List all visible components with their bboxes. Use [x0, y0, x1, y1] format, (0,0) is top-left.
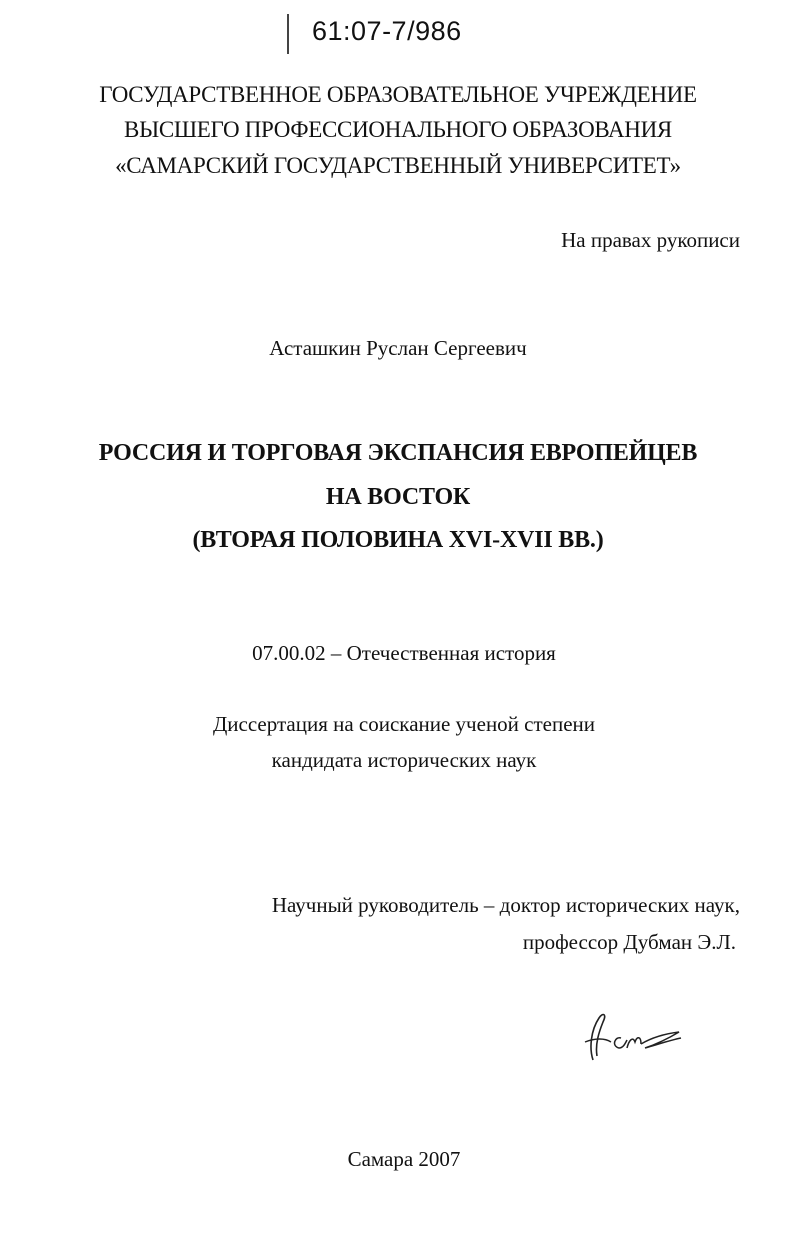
- supervisor-line-2: профессор Дубман Э.Л.: [522, 930, 736, 954]
- thesis-title-line-2: НА ВОСТОК: [325, 484, 471, 510]
- specialty-code: 07.00.02 – Отечественная история: [252, 641, 556, 665]
- thesis-title-line-3: (ВТОРАЯ ПОЛОВИНА XVI-XVII ВВ.): [192, 527, 604, 553]
- signature-icon: [575, 1008, 695, 1068]
- degree-line-2: кандидата исторических наук: [271, 748, 537, 772]
- catalog-margin-line: [287, 14, 289, 54]
- institution-line-1: ГОСУДАРСТВЕННОЕ ОБРАЗОВАТЕЛЬНОЕ УЧРЕЖДЕНИЕ: [99, 82, 697, 107]
- degree-line-1: Диссертация на соискание ученой степени: [212, 712, 596, 736]
- catalog-number: 61:07-7/986: [312, 16, 462, 46]
- institution-line-2: ВЫСШЕГО ПРОФЕССИОНАЛЬНОГО ОБРАЗОВАНИЯ: [124, 117, 672, 142]
- author-name: Асташкин Руслан Сергеевич: [269, 336, 527, 360]
- supervisor-line-1: Научный руководитель – доктор исторических наук,: [271, 893, 740, 917]
- thesis-title-line-1: РОССИЯ И ТОРГОВАЯ ЭКСПАНСИЯ ЕВРОПЕЙЦЕВ: [98, 440, 698, 466]
- manuscript-rights: На правах рукописи: [561, 228, 740, 252]
- place-and-year: Самара 2007: [347, 1147, 461, 1171]
- institution-line-3: «САМАРСКИЙ ГОСУДАРСТВЕННЫЙ УНИВЕРСИТЕТ»: [115, 153, 681, 178]
